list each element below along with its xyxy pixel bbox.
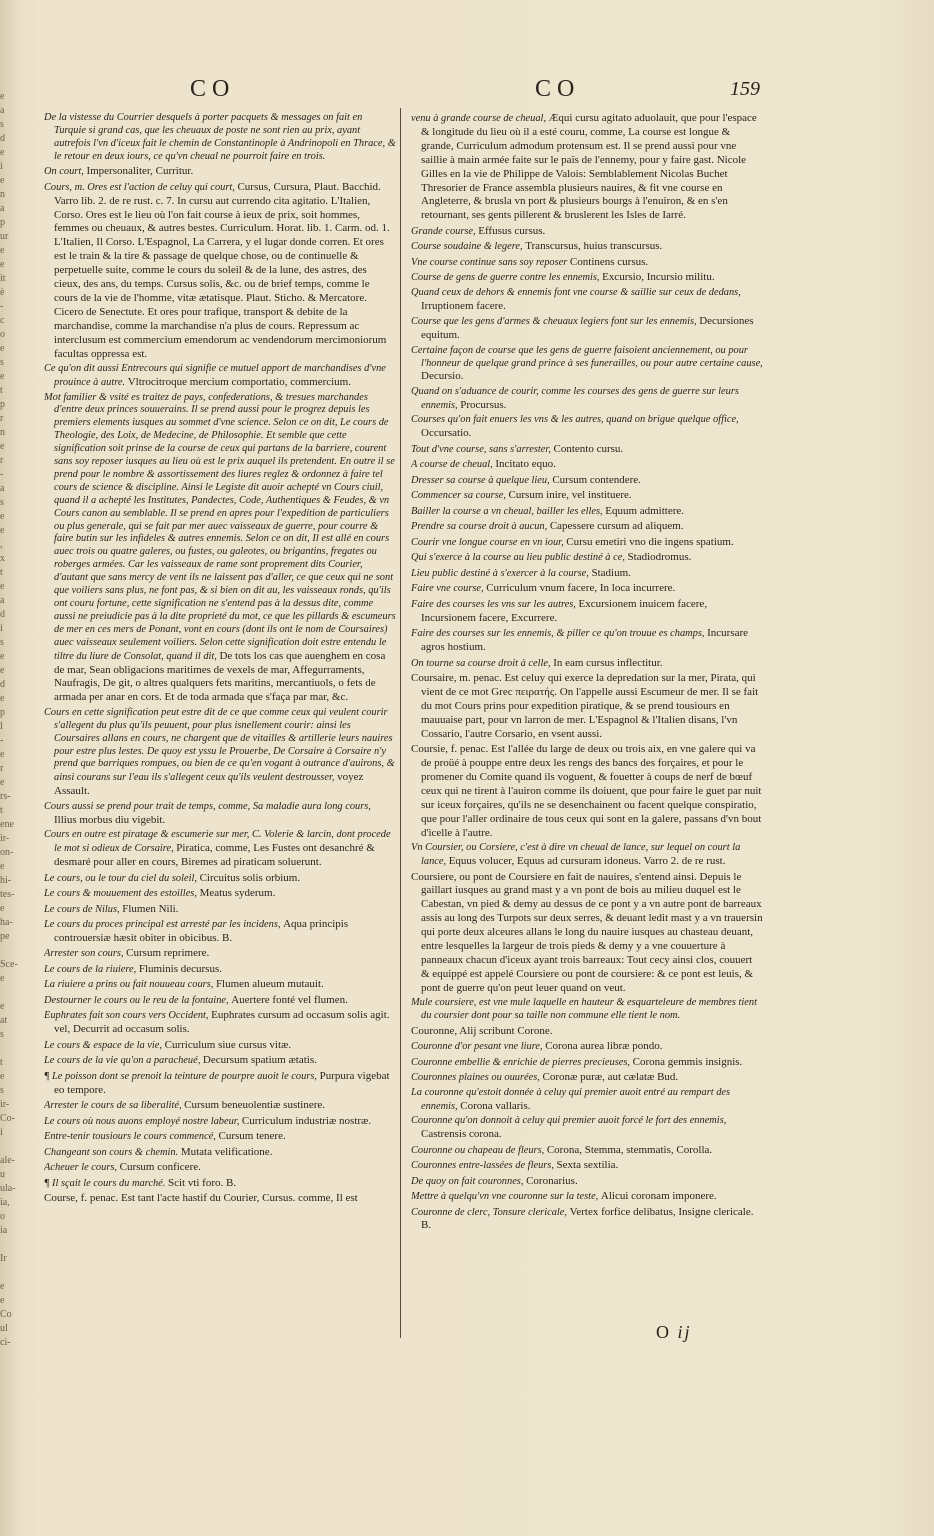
margin-fragment: n	[0, 427, 5, 438]
margin-fragment: -	[0, 735, 4, 746]
margin-fragment: -	[0, 301, 4, 312]
dictionary-entry	[411, 225, 763, 239]
margin-fragment	[0, 1140, 24, 1154]
entry-latin-text: Vltrocitroque mercium comportatio, commercium.	[127, 376, 351, 388]
entry-french-text: Couronne qu'on donnoit à celuy qui premier auoit forcé le fort des ennemis,	[411, 1115, 727, 1127]
margin-fragment: d	[0, 133, 5, 144]
margin-fragment: ci-	[0, 1337, 11, 1348]
entry-latin-text: Decursiones equitum.	[421, 315, 754, 342]
dictionary-entry	[411, 743, 763, 840]
dictionary-entry	[411, 1040, 763, 1054]
margin-fragment: ene	[0, 819, 14, 830]
entry-french-text: Tout d'vne course, sans s'arrester,	[411, 443, 554, 455]
entry-latin-text: Coursiere, ou pont de Coursiere en fait de nauires, s'entend ainsi. Depuis le gaillart iusques au grand mast y a vn pont de bois au milieu duquel est le Cabestan, vn pied & demy au dessus de ce pont y a vn autre pont de barreaux assis au long des Turpots sur deux serres, & deuant ledit mast y a vn trauersin qui porte deux alceures allans le long du nauire iusques au chasteau deuant, entre lesquelles la largeur de trois pieds & demy y a vne couuerture à panneaux chacun d'iceux ayant trois barreaux: Tout cecy ainsi clos, couuert & equippé est appelé Coursiere ou pont de coursiere: & ce pont est leuis, & pont de guerre qu'on peut leuer quand on veut.	[411, 870, 763, 994]
entry-french-text: Course de gens de guerre contre les ennemis,	[411, 272, 603, 284]
entry-french-text: Faire des courses sur les ennemis, & piller ce qu'on trouue es champs,	[411, 628, 708, 640]
entry-french-text: Cours en cette signification peut estre dit de ce que comme ceux qui veulent courir s'allegent du plus qu'ils peuuent, pour plus isnellement courir: ainsi les Coursaires allans en cours, ne chargent que de vitailles & artillerie leurs nauires pour estre plus lestes. De quoy est yssu le Prouerbe, De Corsaire à Corsaire n'y prend que barriques rompues, ou bien de ce qu'en vogant à outrance d'auirons, & ainsi courans sur l'eau ils s'allegent ceux qu'ils veulent destrousser,	[44, 706, 395, 784]
dictionary-entry	[411, 256, 763, 270]
dictionary-entry	[411, 672, 763, 742]
margin-fragment: e	[0, 525, 5, 536]
entry-french-text: Quand on s'aduance de courir, comme les courses des gens de guerre sur leurs ennemis,	[411, 385, 739, 411]
margin-fragment: e	[0, 903, 5, 914]
margin-fragment: r	[0, 455, 4, 466]
margin-fragment: è	[0, 287, 5, 298]
entry-french-text: Le cours où nous auons employé nostre labeur,	[44, 1115, 242, 1127]
dictionary-entry	[411, 386, 763, 413]
entry-french-text: Couronne de clerc, Tonsure clericale,	[411, 1206, 570, 1218]
entry-french-text: Qui s'exerce à la course au lieu public destiné à ce,	[411, 552, 628, 564]
margin-fragment: x	[0, 553, 5, 564]
dictionary-entry	[411, 443, 763, 457]
dictionary-entry	[411, 657, 763, 671]
dictionary-entry	[411, 536, 763, 550]
dictionary-entry	[44, 903, 396, 917]
signature-number: ij	[677, 1322, 692, 1342]
dictionary-entry	[44, 181, 396, 362]
dictionary-entry	[411, 1025, 763, 1039]
entry-latin-text: Curriculum vnum facere, In loca incurrere.	[486, 582, 676, 595]
dictionary-entry	[44, 963, 396, 977]
entry-latin-text: Excursionem inuicem facere, Incursionem facere, Excurrere.	[421, 597, 708, 624]
running-header-right: CO	[535, 76, 581, 102]
margin-fragment: hi-	[0, 875, 12, 886]
entry-latin-text: Curriculum industriæ nostræ.	[241, 1114, 372, 1127]
entry-latin-text: Coronarius.	[526, 1174, 578, 1187]
dictionary-entry	[44, 392, 396, 706]
dictionary-entry	[44, 918, 396, 946]
margin-fragment: s	[0, 119, 4, 130]
dictionary-entry	[44, 1130, 396, 1144]
margin-fragment: at	[0, 1015, 8, 1026]
entry-french-text: Destourner le cours ou le reu de la fontaine,	[44, 994, 232, 1006]
entry-latin-text: Effusus cursus.	[478, 224, 546, 237]
dictionary-entry	[411, 271, 763, 285]
entry-french-text: De la vistesse du Courrier desquels à porter pacquets & messages on fait en Turquie si grand cas, que les cheuaux de poste ne sont rien au prix, ayant autrefois l'vn d'iceux fait le chemin de Constantinople à Andrinopoli en Thrace, & le retour en deux iours, ce qu'vn cheual ne pourroit faire en trois.	[44, 112, 396, 162]
entry-latin-text: Purpura vigebat eo tempore.	[54, 1069, 390, 1096]
margin-fragment: c	[0, 315, 5, 326]
margin-fragment: s	[0, 497, 4, 508]
entry-latin-text: Contento cursu.	[553, 442, 624, 455]
entry-latin-text: Cursum conficere.	[119, 1161, 201, 1174]
signature-mark	[656, 1322, 692, 1343]
margin-fragment: o	[0, 329, 5, 340]
entry-latin-text: Incitato equo.	[495, 458, 556, 471]
entry-french-text: Vn Coursier, ou Corsiere, c'est à dire vn cheual de lance, sur lequel on court la lance,	[411, 842, 741, 868]
entry-latin-text: Curriculum siue cursus vitæ.	[164, 1038, 292, 1051]
margin-fragment: e	[0, 1001, 5, 1012]
entry-latin-text: Alicui coronam imponere.	[600, 1190, 717, 1203]
entry-french-text: Couronne embellie & enrichie de pierres precieuses,	[411, 1056, 633, 1068]
dictionary-entry	[411, 1071, 763, 1085]
entry-french-text: Dresser sa course à quelque lieu,	[411, 474, 553, 486]
entry-french-text: Cours, m. Ores est l'action de celuy qui court,	[44, 181, 238, 193]
entry-french-text: Mettre à quelqu'vn vne couronne sur la teste,	[411, 1191, 601, 1203]
dictionary-entry	[44, 1192, 396, 1206]
dictionary-entry	[411, 551, 763, 565]
margin-fragment: tes-	[0, 889, 15, 900]
dictionary-entry	[411, 474, 763, 488]
adjacent-page-margin-fragments	[0, 90, 24, 1390]
entry-latin-text: Corona gemmis insignis.	[632, 1055, 743, 1068]
margin-fragment: t	[0, 1057, 3, 1068]
entry-latin-text: Capessere cursum ad aliquem.	[549, 520, 684, 533]
entry-latin-text: Cursum contendere.	[552, 473, 641, 486]
entry-latin-text: Excursio, Incursio militu.	[602, 271, 715, 284]
entry-french-text: Le cours & espace de la vie,	[44, 1039, 165, 1051]
dictionary-entry	[411, 520, 763, 534]
page-number: 159	[730, 78, 760, 100]
dictionary-entry	[44, 1146, 396, 1160]
entry-french-text: Bailler la course a vn cheual, bailler les elles,	[411, 505, 606, 517]
entry-french-text: Cours en outre est piratage & escumerie sur mer, C. Volerie & larcin, dont procede le mot si odieux de Corsaire,	[44, 829, 391, 855]
margin-fragment: p	[0, 217, 5, 228]
entry-french-text: Lieu public destiné à s'exercer à la course,	[411, 567, 592, 579]
dictionary-entry	[44, 872, 396, 886]
entry-french-text: Arrester son cours,	[44, 948, 127, 960]
margin-fragment: p	[0, 707, 5, 718]
margin-fragment: o	[0, 1211, 5, 1222]
signature-letter: O	[656, 1322, 671, 1342]
left-column	[44, 112, 396, 1208]
dictionary-entry	[411, 489, 763, 503]
entry-latin-text: Vertex forfice delibatus, Insigne clericale. B.	[421, 1205, 754, 1232]
entry-french-text: Prendre sa course droit à aucun,	[411, 521, 550, 533]
margin-fragment: e	[0, 581, 5, 592]
entry-french-text: Course que les gens d'armes & cheuaux legiers font sur les ennemis,	[411, 316, 700, 328]
margin-fragment: i	[0, 623, 3, 634]
margin-fragment: e	[0, 147, 5, 158]
margin-fragment: d	[0, 609, 5, 620]
entry-french-text: venu à grande course de cheual,	[411, 113, 549, 124]
dictionary-entry	[411, 1175, 763, 1189]
entry-latin-text: Incursare agros hostium.	[421, 627, 749, 654]
entry-latin-text: De tots los cas que auenghem en cosa de mar, Sean obligacions maritimes de vexels de mar, Affegurraments, Naufragis, De git, o altres qualquers fets maritins, mercantiuols, o fets de armada per anar en cors. Et de toda armada que s'faça par mar, &c.	[54, 649, 386, 704]
entry-french-text: Couronnes entre-lassées de fleurs,	[411, 1160, 557, 1172]
margin-fragment: ul	[0, 1323, 8, 1334]
dictionary-entry	[411, 287, 763, 314]
entry-french-text: Arrester le cours de sa liberalité,	[44, 1100, 185, 1112]
margin-fragment: ula-	[0, 1183, 16, 1194]
margin-fragment: e	[0, 777, 5, 788]
entry-latin-text: Cursum tenere.	[218, 1130, 286, 1143]
margin-fragment	[0, 1238, 24, 1252]
entry-latin-text: Flumen alueum mutauit.	[215, 978, 324, 991]
entry-latin-text: Cursu emetiri vno die ingens spatium.	[566, 535, 734, 548]
entry-french-text: Cours aussi se prend pour trait de temps, comme, Sa maladie aura long cours,	[44, 800, 371, 812]
entry-latin-text: Meatus syderum.	[199, 887, 276, 899]
entry-latin-text: Sexta sextilia.	[556, 1159, 619, 1172]
entry-french-text: Couronnes plaines ou ouurées,	[411, 1072, 543, 1084]
dictionary-entry	[411, 1087, 763, 1114]
entry-french-text: Courir vne longue course en vn iour,	[411, 536, 567, 548]
entry-latin-text: Procursus.	[460, 398, 507, 411]
margin-fragment	[0, 986, 24, 1000]
margin-fragment: s	[0, 1029, 4, 1040]
entry-french-text: Quand ceux de dehors & ennemis font vne course & saillie sur ceux de dedans,	[411, 286, 741, 298]
entry-latin-text: Cursum beneuolentiæ sustinere.	[184, 1099, 326, 1112]
entry-latin-text: Corona, Stemma, stemmatis, Corolla.	[546, 1143, 713, 1156]
entry-french-text: On court,	[44, 166, 87, 178]
margin-fragment: u	[0, 1169, 5, 1180]
dictionary-entry	[411, 567, 763, 581]
margin-fragment: e	[0, 371, 5, 382]
margin-fragment: s	[0, 1085, 4, 1096]
entry-latin-text: voyez Assault.	[54, 771, 364, 798]
entry-french-text: De quoy on fait couronnes,	[411, 1175, 527, 1187]
entry-french-text: La couronne qu'estoit donnée à celuy qui premier auoit entré au rempart des ennemis,	[411, 1086, 731, 1112]
entry-french-text: Faire vne course,	[411, 583, 487, 595]
entry-latin-text: Equus volucer, Equus ad cursuram idoneus. Varro 2. de re rust.	[448, 855, 726, 868]
dictionary-entry	[44, 707, 396, 799]
right-column	[411, 112, 763, 1235]
entry-french-text: Le cours de la vie qu'on a paracheué,	[44, 1055, 203, 1067]
dictionary-entry	[411, 345, 763, 385]
entry-latin-text: Æqui cursu agitato aduolauit, que pour l'espace & longitude du lieu où il a esté couru, comme, La course est longue & grande, Curriculum admodum protensum est. Il se prend aussi pour vne saillie à main armée faite sur le païs de l'ennemy, pour y faire gast. Nicole Gilles en la vie de Philippe de Valois: Semblablement Nicolas Buchet Thresorier de France assembla plusieurs nauires, & fit vne course en Angleterre, & brusla vn port & plusieurs bourgs à l'enuiron, & en s'en retournant, ses gents pillerent & bruslerent les Isles de Iarré.	[421, 112, 757, 222]
entry-latin-text: Fluminis decursus.	[138, 962, 222, 975]
entry-latin-text: In eam cursus inflectitur.	[553, 656, 663, 669]
dictionary-entry	[411, 458, 763, 472]
margin-fragment: Ir	[0, 1253, 7, 1264]
margin-fragment: e	[0, 693, 5, 704]
entry-latin-text: Corona vallaris.	[460, 1099, 531, 1112]
dictionary-entry	[411, 112, 763, 223]
entry-french-text: Grande course,	[411, 225, 479, 237]
margin-fragment: r	[0, 763, 4, 774]
margin-fragment: r	[0, 413, 4, 424]
entry-french-text: ¶ Le poisson dont se prenoit la teinture de pourpre auoit le cours,	[44, 1070, 320, 1082]
dictionary-entry	[411, 997, 763, 1023]
dictionary-entry	[411, 1056, 763, 1070]
margin-fragment: i	[0, 161, 3, 172]
entry-latin-text: Scit vti foro. B.	[167, 1176, 237, 1189]
margin-fragment: a	[0, 595, 5, 606]
entry-french-text: Couronne d'or pesant vne liure,	[411, 1041, 546, 1053]
margin-fragment: e	[0, 511, 5, 522]
dictionary-entry	[44, 1161, 396, 1175]
entry-french-text: On tourne sa course droit à celle,	[411, 657, 554, 669]
entry-latin-text: Equum admittere.	[605, 504, 685, 517]
margin-fragment: t	[0, 567, 3, 578]
entry-latin-text: Irruptionem facere.	[421, 299, 506, 312]
margin-fragment: e	[0, 651, 5, 662]
dictionary-entry	[411, 1206, 763, 1234]
running-header-left: CO	[190, 76, 236, 102]
margin-fragment: e	[0, 749, 5, 760]
margin-fragment: d	[0, 679, 5, 690]
entry-french-text: Le cours de la riuiere,	[44, 963, 139, 975]
margin-fragment: i	[0, 1127, 3, 1138]
dictionary-entry	[44, 1115, 396, 1129]
dictionary-entry	[411, 414, 763, 441]
dictionary-entry	[411, 627, 763, 655]
entry-latin-text: Stadiodromus.	[627, 551, 692, 564]
column-divider	[400, 108, 401, 1338]
margin-fragment: e	[0, 973, 5, 984]
margin-fragment: ha-	[0, 917, 13, 928]
margin-fragment: ,	[0, 539, 3, 550]
entry-french-text: ¶ Il sçait le cours du marché.	[44, 1177, 168, 1189]
margin-fragment: e	[0, 1295, 5, 1306]
entry-latin-text: Decursio.	[421, 370, 464, 383]
margin-fragment	[0, 1266, 24, 1280]
entry-french-text: Courses qu'on fait enuers les vns & les autres, quand on brigue quelque office,	[411, 414, 739, 426]
entry-latin-text: Cursum inire, vel instituere.	[508, 489, 632, 502]
margin-fragment: ia	[0, 1225, 8, 1236]
entry-latin-text: Corona aurea libræ pondo.	[545, 1040, 663, 1053]
entry-latin-text: Coursie, f. penac. Est l'allée du large de deux ou trois aix, en vne galere qui va de proüé à pouppe entre deux les rengs des bancs des forçaires, et pour le promener du Comite quand ils voguent, & fouetter à coups de nerf de bœuf ceux qui ne tirent à l'auiron comme ils doiuent, que pour faire le guet par nuit sur iceux forçaires, qu'ils ne se desenchainent ou facent quelque conspiratio, que pour l'aller ordinaire de tous ceux qui sont en la galere, passans d'vn bout d'icelle à l'autre.	[411, 743, 762, 839]
margin-fragment: rs-	[0, 791, 11, 802]
margin-fragment: e	[0, 175, 5, 186]
dictionary-entry	[411, 1144, 763, 1158]
dictionary-entry	[411, 315, 763, 343]
entry-latin-text: Castrensis corona.	[421, 1128, 502, 1141]
entry-latin-text: Cursus, Cursura, Plaut. Bacchid. Varro lib. 2. de re rust. c. 7. In cursu aut currendo cita agitatio. L'Italien, Corso. Ores est le lieu où l'on fait course à ieux de prix, soit hommes, femmes ou cheuaux, & autres bestes. Curriculum. Horat. lib. 1. Carm. od. 1. L'Italien, Il Corso. L'Espagnol, La Carrera, y el lugar donde corren. Et ores est le train & la tire & passage de quelque chose, ou de continuelle & perpetuelle suite, comme le cours du soleil & de la lune, des astres, des cieux, des ans, du temps. Cursus solis, &c. ou de brief temps, comme le cours de la vie de l'homme, vitæ ætatisque. Plaut. Sticho. & Mercatore. Cicero de Senectute. Et ores pour trafique, transport & debite de la marchandise, comme la marchandise n'a plus de cours. Repressum ac interclusum est commercium emendorum ac vendendorum mercimoniorum facultas oppressa est.	[54, 180, 390, 360]
dictionary-entry	[44, 801, 396, 828]
dictionary-entry	[411, 598, 763, 626]
margin-fragment: ir-	[0, 833, 10, 844]
entry-french-text: Le cours, ou le tour du ciel du soleil,	[44, 872, 200, 884]
dictionary-entry	[44, 363, 396, 390]
entry-latin-text: Cursum reprimere.	[126, 947, 210, 960]
dictionary-entry	[411, 1159, 763, 1173]
dictionary-entry	[44, 1177, 396, 1191]
entry-french-text: Vne course continue sans soy reposer	[411, 256, 570, 268]
entry-latin-text: Aqua principis controuersiæ hæsit obiter in obicibus. B.	[54, 918, 349, 944]
dictionary-entry	[44, 947, 396, 961]
margin-fragment: e	[0, 1281, 5, 1292]
dictionary-entry	[411, 505, 763, 519]
margin-fragment: Co	[0, 1309, 12, 1320]
entry-french-text: Course soudaine & legere,	[411, 241, 526, 253]
entry-french-text: A course de cheual,	[411, 459, 496, 471]
entry-latin-text: Stadium.	[591, 566, 631, 579]
entry-latin-text: Flumen Nili.	[122, 902, 179, 915]
margin-fragment: s	[0, 637, 4, 648]
entry-latin-text: Mutata velificatione.	[180, 1145, 273, 1158]
margin-fragment: a	[0, 483, 5, 494]
margin-fragment: e	[0, 343, 5, 354]
margin-fragment: e	[0, 1071, 5, 1082]
entry-french-text: Ce qu'on dit aussi Entrecours qui signifie ce mutuel apport de marchandises d'vne prouince à autre.	[44, 363, 386, 388]
margin-fragment: a	[0, 203, 5, 214]
entry-french-text: Le cours de Nilus,	[44, 903, 123, 915]
entry-latin-text: Circuitus solis orbium.	[199, 871, 301, 884]
entry-french-text: Le cours & mouuement des estoilles,	[44, 888, 200, 899]
margin-fragment: p	[0, 399, 5, 410]
margin-fragment: e	[0, 861, 5, 872]
dictionary-entry	[411, 582, 763, 596]
margin-fragment: ia,	[0, 1197, 10, 1208]
dictionary-entry	[411, 1190, 763, 1204]
entry-latin-text: Occursatio.	[421, 427, 472, 440]
entry-latin-text: Transcursus, huius transcursus.	[525, 240, 663, 253]
entry-french-text: Mot familier & vsité es traitez de pays, confederations, & tresues marchandes d'entre deux princes souuerains. Il se prend aussi pour le progrez depuis les premiers elements iusques au sommet d'vne science. Selon ce on dit, Le cours de Theologie, des Loix, de Medecine, de Philosophie. Et semble que cette signification soit prinse de la course de ceux qui partans de la barriere, courent sans soy reposer iusques au lieu où est le prix auquel ils pretendent. En outre il se prend pour le nombre & assortissement des liures reglez & ordonnez à faire tel cours de science & discipline. Ainsi le Legiste dit auoir achepté vn Cours ciuil, quand il a achepté les Institutes, Pandectes, Code, Authentiques & Feudes, & vn Cours canon au semblable. Il se prend en apres pour l'expedition de particuliers ou plus generale, qui se fait par mer auec vaisseaux de guerre, pour courre & faire butin sur les infideles & autres ennemis. Selon ce on dit, Il est allé en cours auec trois ou quatre galeres, ou fustes, ou galeotes, ou brigantins, fregates ou roberges armées. Car les vaisseaux de rame sont proprement dits Courier, d'autant que sans mercy de vent ils ne laissent pas d'aller, ce que ceux qui ne sont que voiliers sans plus, ne font pas, & si bien on dit au, les vaisseaux ronds, qu'ils ont couru fortune, cette signification ne s'entend pas à la dessus dite, comme aussi ne preiudicie pas à la dite proprieté du mot, ce que les pillards & escumeurs de mer en ces mers de Ponant, vont en cours (dont ils ont le nom de Coursaires) auec vaisseaux seulement voiliers. Selon cette signification doit estre entendu le tiltre du liure de Consolat, quand il dit,	[44, 391, 396, 662]
margin-fragment: ale-	[0, 1155, 15, 1166]
entry-latin-text: Decursum spatium ætatis.	[202, 1054, 317, 1067]
entry-latin-text: Illius morbus diu vigebit.	[54, 813, 166, 826]
dictionary-entry	[411, 871, 763, 996]
dictionary-entry	[44, 829, 396, 870]
entry-latin-text: Course, f. penac. Est tant l'acte hastif du Courier, Cursus. comme, Il est	[44, 1192, 358, 1205]
dictionary-entry	[44, 887, 396, 901]
entry-french-text: Mule coursiere, est vne mule laquelle en hauteur & esquarteleure de membres tient du coursier dont pour sa taille non commune elle tient le nom.	[411, 997, 757, 1022]
entry-french-text: La riuiere a prins ou fait nouueau cours,	[44, 979, 216, 991]
entry-latin-text: Couronne, Alij scribunt Corone.	[411, 1024, 553, 1037]
margin-fragment: e	[0, 91, 5, 102]
dictionary-entry	[411, 1115, 763, 1142]
margin-fragment: e	[0, 441, 5, 452]
margin-fragment: Sce-	[0, 959, 18, 970]
dictionary-entry	[44, 1070, 396, 1098]
margin-fragment: s	[0, 357, 4, 368]
entry-latin-text: Impersonaliter, Curritur.	[86, 165, 194, 178]
entry-french-text: Faire des courses les vns sur les autres,	[411, 598, 579, 610]
dictionary-entry	[411, 842, 763, 869]
dictionary-entry	[44, 1039, 396, 1053]
dictionary-entry	[44, 112, 396, 164]
margin-fragment: a	[0, 105, 5, 116]
margin-fragment	[0, 944, 24, 958]
entry-french-text: Acheuer le cours,	[44, 1162, 120, 1174]
dictionary-entry	[44, 1009, 396, 1037]
dictionary-entry	[44, 978, 396, 992]
margin-fragment: on-	[0, 847, 14, 858]
margin-fragment: ir-	[0, 1099, 10, 1110]
entry-french-text: Changeant son cours & chemin.	[44, 1146, 181, 1158]
margin-fragment: l	[0, 721, 3, 732]
margin-fragment: it	[0, 273, 6, 284]
entry-french-text: Euphrates fait son cours vers Occident,	[44, 1010, 212, 1022]
margin-fragment: -	[0, 469, 4, 480]
margin-fragment: t	[0, 805, 3, 816]
entry-latin-text: Continens cursus.	[569, 255, 649, 268]
entry-latin-text: Coursaire, m. penac. Est celuy qui exerce la depredation sur la mer, Pirata, qui vient de ce mot Grec πειρατής. On l'appelle aussi Escumeur de mer. Il se fait du mot Cours prins pour expedition piratique, & se prend tousiours en mauuaise part, pour vn larron de mer. L'Espagnol & l'Italien disans, l'vn Cossario, l'autre Corsario, en vsent aussi.	[411, 672, 759, 740]
margin-fragment: pe	[0, 931, 10, 942]
margin-fragment: ur	[0, 231, 9, 242]
margin-fragment	[0, 1042, 24, 1056]
entry-latin-text: Euphrates cursum ad occasum solis agit. vel, Decurrit ad occasum solis.	[54, 1009, 390, 1036]
margin-fragment: t	[0, 385, 3, 396]
margin-fragment: e	[0, 245, 5, 256]
margin-fragment: e	[0, 259, 5, 270]
dictionary-entry	[411, 240, 763, 254]
dictionary-entry	[44, 994, 396, 1008]
entry-latin-text: Coronæ puræ, aut cælatæ Bud.	[542, 1071, 679, 1084]
entry-latin-text: Auertere fonté vel flumen.	[231, 993, 348, 1006]
margin-fragment: n	[0, 189, 5, 200]
margin-fragment: Co-	[0, 1113, 15, 1124]
margin-fragment: e	[0, 665, 5, 676]
entry-french-text: Commencer sa course,	[411, 490, 509, 502]
entry-french-text: Couronne ou chapeau de fleurs,	[411, 1144, 547, 1156]
entry-french-text: Le cours du proces principal est arresté par les incidens,	[44, 919, 284, 930]
dictionary-entry	[44, 165, 396, 179]
dictionary-entry	[44, 1054, 396, 1068]
entry-latin-text: Piratica, comme, Les Fustes ont desanchré & desmaré pour aller en cours, Biremes ad piraticam soluerunt.	[54, 842, 375, 868]
entry-french-text: Certaine façon de course que les gens de guerre faisoient anciennement, ou pour l'honneur de quelque grand prince à ses funerailles, ou pour autre certaine cause,	[411, 344, 763, 369]
dictionary-entry	[44, 1099, 396, 1113]
entry-french-text: Entre-tenir tousiours le cours commencé,	[44, 1131, 219, 1143]
